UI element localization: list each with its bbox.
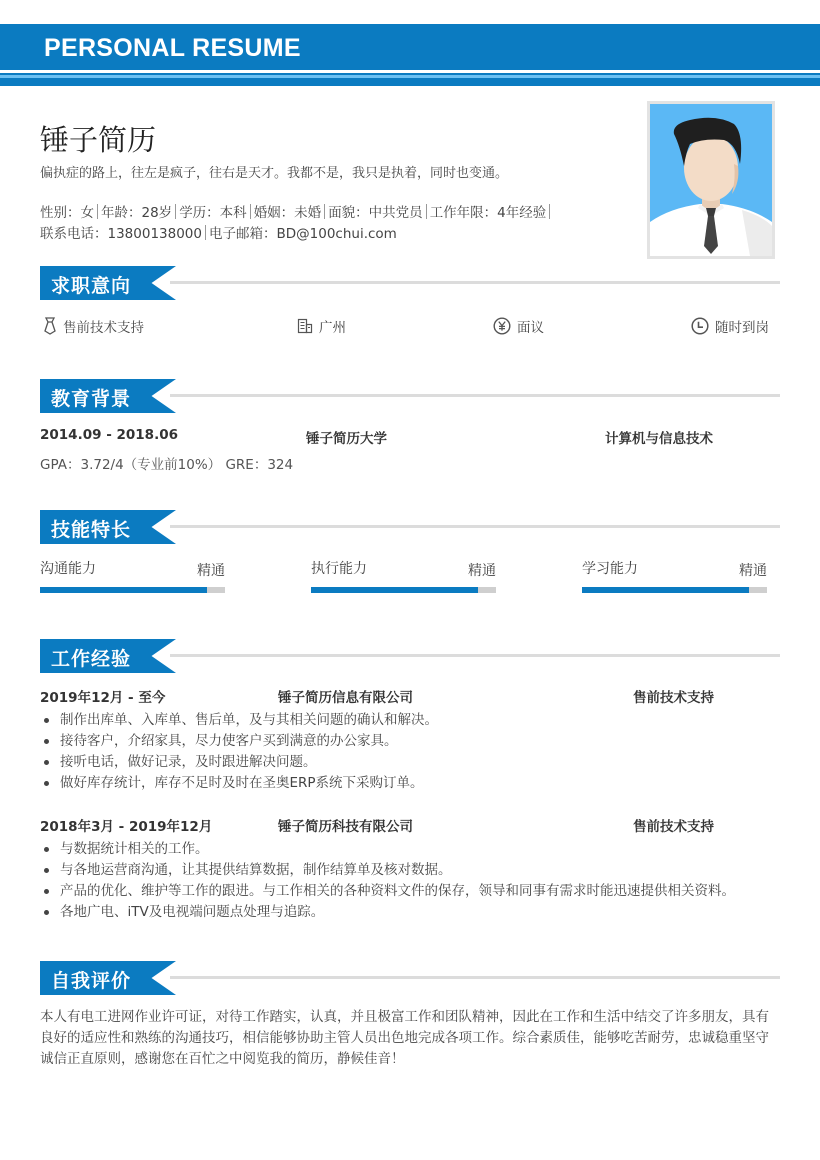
- info-email: 电子邮箱：BD@100chui.com: [208, 226, 397, 242]
- skill-communication: [40, 558, 225, 598]
- basic-info-line: [40, 201, 553, 221]
- yen-icon: [493, 317, 511, 335]
- skill-learning: [582, 558, 767, 598]
- building-icon: [297, 318, 313, 334]
- list-item: 各地广电、iTV及电视端问题点处理与追踪。: [40, 902, 780, 923]
- skill-level: 精通: [739, 563, 767, 579]
- job-period: 2018年3月 - 2019年12月: [40, 819, 213, 835]
- skill-progress-fill: [40, 587, 207, 593]
- education-detail: GPA：3.72/4（专业前10%） GRE：324: [40, 457, 294, 473]
- banner-divider: [0, 70, 820, 73]
- intent-city-label: 广州: [319, 320, 346, 336]
- section-header-education: [40, 379, 780, 413]
- list-item: 与数据统计相关的工作。: [40, 839, 780, 860]
- job-duties-list: [40, 839, 780, 923]
- avatar-icon: [650, 104, 772, 256]
- info-education: 学历：本科: [179, 205, 247, 221]
- separator: [97, 204, 98, 219]
- skill-name: 沟通能力: [40, 561, 96, 577]
- separator: [426, 204, 427, 219]
- skill-level: 精通: [468, 563, 496, 579]
- skill-name: 学习能力: [582, 561, 638, 577]
- section-title: 求职意向: [51, 275, 132, 297]
- job-company: 锤子简历信息有限公司: [278, 690, 413, 706]
- intent-salary: [493, 316, 544, 336]
- section-title: 技能特长: [51, 519, 132, 541]
- separator: [175, 204, 176, 219]
- section-divider: [170, 654, 780, 657]
- job-intent-row: [40, 316, 780, 338]
- profile-photo: [647, 101, 775, 259]
- skill-progress-bar: [582, 587, 767, 593]
- separator: [205, 225, 206, 240]
- banner-divider-accent: [0, 75, 820, 78]
- intent-position: [43, 316, 144, 336]
- skill-progress-bar: [40, 587, 225, 593]
- education-school: 锤子简历大学: [306, 431, 387, 447]
- candidate-motto: 偏执症的路上，往左是疯子，往右是天才。我都不是，我只是执着，同时也变通。: [40, 166, 509, 181]
- info-phone: 联系电话：13800138000: [40, 226, 202, 242]
- skill-level: 精通: [197, 563, 225, 579]
- section-title: 教育背景: [51, 388, 132, 410]
- job-position: 售前技术支持: [633, 690, 714, 706]
- skill-progress-fill: [582, 587, 749, 593]
- banner-title: PERSONAL RESUME: [44, 34, 301, 62]
- contact-info-line: [40, 222, 397, 242]
- education-period: 2014.09 - 2018.06: [40, 427, 178, 443]
- list-item: 制作出库单、入库单、售后单，及与其相关问题的确认和解决。: [40, 710, 780, 731]
- section-header-self-evaluation: [40, 961, 780, 995]
- skill-progress-fill: [311, 587, 478, 593]
- intent-city: [297, 316, 346, 336]
- job-company: 锤子简历科技有限公司: [278, 819, 413, 835]
- intent-availability: [691, 316, 769, 336]
- list-item: 做好库存统计，库存不足时及时在圣奥ERP系统下采购订单。: [40, 773, 780, 794]
- education-major: 计算机与信息技术: [605, 431, 713, 447]
- info-age: 年龄：28岁: [101, 205, 173, 221]
- separator: [324, 204, 325, 219]
- section-header-skills: [40, 510, 780, 544]
- skill-name: 执行能力: [311, 561, 367, 577]
- list-item: 与各地运营商沟通，让其提供结算数据，制作结算单及核对数据。: [40, 860, 780, 881]
- section-divider: [170, 976, 780, 979]
- section-header-intent: [40, 266, 780, 300]
- separator: [250, 204, 251, 219]
- job-period: 2019年12月 - 至今: [40, 690, 166, 706]
- separator: [549, 204, 550, 219]
- intent-position-label: 售前技术支持: [63, 320, 144, 336]
- clock-icon: [691, 317, 709, 335]
- section-title: 自我评价: [51, 970, 132, 992]
- self-evaluation-text: 本人有电工进网作业许可证，对待工作踏实，认真，并且极富工作和团队精神，因此在工作和生活中结交了许多朋友，具有良好的适应性和熟练的沟通技巧，相信能够协助主管人员出色地完成各项工作。综合素质佳，能够吃苦耐劳，忠诚稳重坚守诚信正直原则，感谢您在百忙之中阅览我的简历，静候佳音！: [40, 1009, 769, 1067]
- info-experience: 工作年限：4年经验: [429, 205, 547, 221]
- list-item: 产品的优化、维护等工作的跟进。与工作相关的各种资料文件的保存，领导和同事有需求时能迅速提供相关资料。: [40, 881, 780, 902]
- intent-salary-label: 面议: [517, 320, 544, 336]
- list-item: 接听电话，做好记录，及时跟进解决问题。: [40, 752, 780, 773]
- section-divider: [170, 394, 780, 397]
- job-duties-list: [40, 710, 780, 794]
- tie-icon: [43, 317, 57, 335]
- header-banner: [0, 24, 820, 86]
- candidate-name: 锤子简历: [40, 123, 157, 157]
- section-divider: [170, 281, 780, 284]
- list-item: 接待客户，介绍家具，尽力使客户买到满意的办公家具。: [40, 731, 780, 752]
- section-title: 工作经验: [51, 648, 132, 670]
- info-marital: 婚姻：未婚: [253, 205, 322, 221]
- intent-availability-label: 随时到岗: [715, 320, 769, 336]
- skill-progress-bar: [311, 587, 496, 593]
- section-divider: [170, 525, 780, 528]
- section-header-work: [40, 639, 780, 673]
- skill-execution: [311, 558, 496, 598]
- info-gender: 性别：女: [40, 205, 94, 221]
- job-position: 售前技术支持: [633, 819, 714, 835]
- info-political: 面貌：中共党员: [328, 205, 423, 221]
